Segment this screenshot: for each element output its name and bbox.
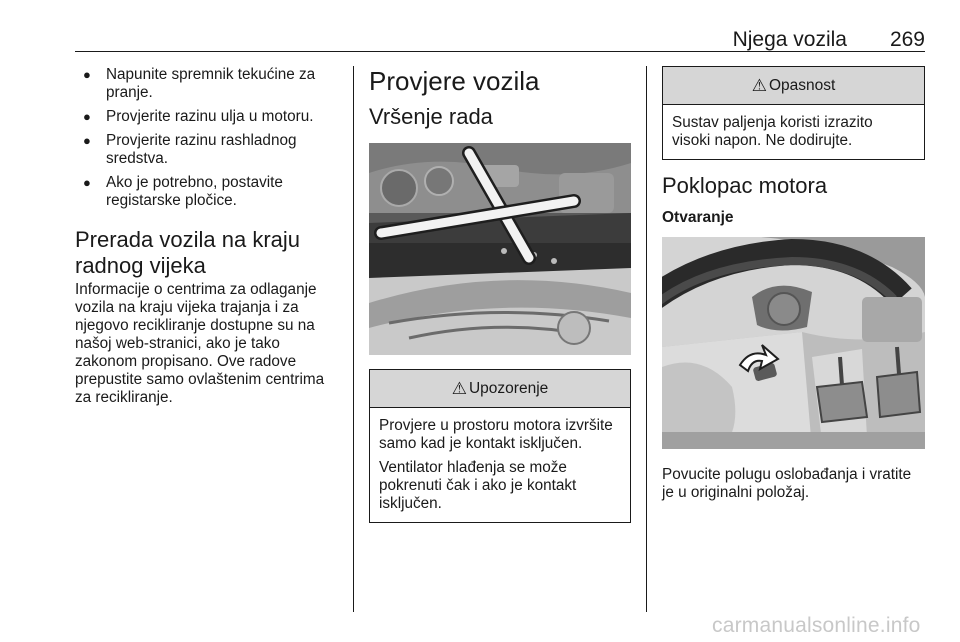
engine-bay-photo bbox=[369, 143, 631, 355]
warning-triangle-icon: ⚠ bbox=[451, 378, 467, 398]
section-title: Njega vozila bbox=[732, 28, 847, 51]
warning-paragraph: Ventilator hlađenja se može pokrenuti čak i ako je kontakt isključen. bbox=[379, 459, 577, 512]
column-right bbox=[662, 66, 925, 502]
danger-content bbox=[663, 105, 924, 159]
bullet-icon: ● bbox=[83, 67, 91, 82]
subheading-work: Vršenje rada bbox=[369, 104, 493, 129]
warning-paragraph: Provjere u prostoru motora izvršite samo kad je kontakt isključen. bbox=[379, 417, 613, 452]
list-item: ● Provjerite razinu rashladnog sredstva. bbox=[83, 132, 297, 167]
list-item: ● Provjerite razinu ulja u motoru. bbox=[83, 108, 314, 125]
warning-triangle-icon: ⚠ bbox=[751, 75, 767, 95]
subheading-opening: Otvaranje bbox=[662, 209, 734, 226]
opening-instruction: Povucite polugu oslobađanja i vratite je u originalni položaj. bbox=[662, 466, 912, 501]
page-heading: Provjere vozila bbox=[369, 66, 540, 96]
bullet-icon: ● bbox=[83, 133, 91, 148]
column-divider-1 bbox=[353, 66, 354, 612]
list-item: ● Ako je potrebno, postavite registarske pločice. bbox=[83, 174, 283, 209]
header-rule bbox=[75, 51, 925, 52]
danger-box bbox=[662, 66, 925, 160]
bullet-icon: ● bbox=[83, 175, 91, 190]
recycling-paragraph: Informacije o centrima za odlaganje vozila na kraju vijeka trajanja i za njegovo recikliranje dostupne su na našoj web-stranici, ako je tako zakonom propisano. Ove radove prepustite samo ovlaštenim centrima za recikliranje. bbox=[75, 281, 325, 406]
page-number: 269 bbox=[889, 28, 925, 51]
warning-label: Upozorenje bbox=[468, 379, 549, 397]
danger-header bbox=[663, 67, 924, 105]
watermark: carmanualsonline.info bbox=[712, 614, 921, 637]
section-heading-bonnet: Poklopac motora bbox=[662, 173, 828, 198]
column-middle bbox=[369, 66, 631, 523]
danger-label: Opasnost bbox=[768, 76, 836, 94]
column-divider-2 bbox=[646, 66, 647, 612]
bullet-icon: ● bbox=[83, 109, 91, 124]
section-heading-recycling: Prerada vozila na kraju radnog vijeka bbox=[75, 227, 301, 278]
list-item: ● Napunite spremnik tekućine za pranje. bbox=[83, 66, 316, 101]
column-left bbox=[75, 66, 337, 407]
warning-content bbox=[370, 408, 630, 522]
danger-paragraph: Sustav paljenja koristi izrazito visoki napon. Ne dodirujte. bbox=[672, 114, 873, 149]
release-lever-photo bbox=[662, 237, 925, 449]
warning-header bbox=[370, 370, 630, 408]
page-header bbox=[75, 28, 925, 52]
warning-box bbox=[369, 369, 631, 523]
checklist bbox=[75, 66, 337, 210]
